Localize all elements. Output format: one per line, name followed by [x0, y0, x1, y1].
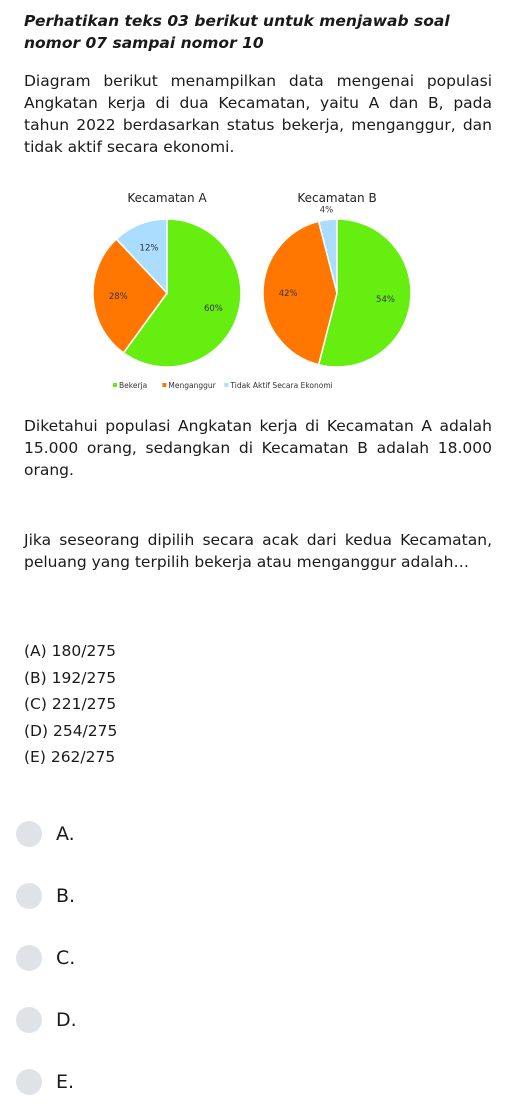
pie-charts-svg: [88, 180, 418, 395]
choice-b[interactable]: [24, 865, 77, 927]
pie-data-label: 12%: [139, 243, 159, 254]
paragraph-1: Diagram berikut menampilkan data mengenai populasi Angkatan kerja di dua Kecamatan, yaitu A dan B, pada tahun 2022 berdasarkan status bekerja, menganggur, dan tidak aktif secara ekonomi.: [24, 72, 492, 156]
legend-label: Bekerja: [119, 381, 148, 390]
pie-data-label: 60%: [203, 304, 223, 315]
option-a: (A) 180/275: [24, 642, 117, 660]
pie-title: Kecamatan B: [297, 191, 377, 205]
pie-title: Kecamatan A: [127, 191, 207, 205]
pie-data-label: 4%: [319, 205, 334, 216]
pie-data-label: 54%: [376, 295, 395, 306]
paragraph-2: Diketahui populasi Angkatan kerja di Kecamatan A adalah 15.000 orang, sedangkan di Kecamatan B adalah 18.000 orang.: [24, 417, 492, 479]
radio-button[interactable]: [16, 1007, 42, 1033]
legend-label: Tidak Aktif Secara Ekonomi: [230, 381, 333, 390]
radio-button[interactable]: [16, 821, 42, 847]
legend-swatch: [113, 383, 117, 387]
choice-label: E.: [56, 1071, 75, 1093]
option-list: [24, 638, 117, 771]
intro-text: Perhatikan teks 03 berikut untuk menjawab soal nomor 07 sampai nomor 10: [24, 12, 450, 52]
legend-swatch: [162, 383, 166, 387]
pie-data-label: 28%: [108, 292, 128, 303]
pie-data-label: 42%: [278, 289, 298, 299]
choice-a[interactable]: [24, 803, 77, 865]
choice-c[interactable]: [24, 927, 77, 989]
option-b: (B) 192/275: [24, 668, 117, 687]
pie-charts-figure: [88, 180, 418, 395]
answer-choices: [24, 803, 77, 1113]
legend-label: Menganggur: [168, 381, 216, 390]
paragraph-3: Jika seseorang dipilih secara acak dari kedua Kecamatan, peluang yang terpilih bekerja atau menganggur adalah…: [24, 531, 492, 571]
choice-label: D.: [56, 1009, 77, 1031]
choice-label: A.: [56, 823, 75, 845]
choice-label: B.: [56, 885, 76, 907]
radio-button[interactable]: [16, 1069, 42, 1095]
legend-swatch: [224, 383, 228, 387]
choice-e[interactable]: [24, 1051, 77, 1113]
radio-button[interactable]: [16, 945, 42, 971]
option-c: (C) 221/275: [24, 695, 117, 713]
choice-label: C.: [56, 947, 76, 969]
radio-button[interactable]: [16, 883, 42, 909]
option-e: (E) 262/275: [24, 748, 116, 766]
question-content: [24, 10, 492, 1093]
option-d: (D) 254/275: [24, 721, 118, 740]
choice-d[interactable]: [24, 989, 77, 1051]
